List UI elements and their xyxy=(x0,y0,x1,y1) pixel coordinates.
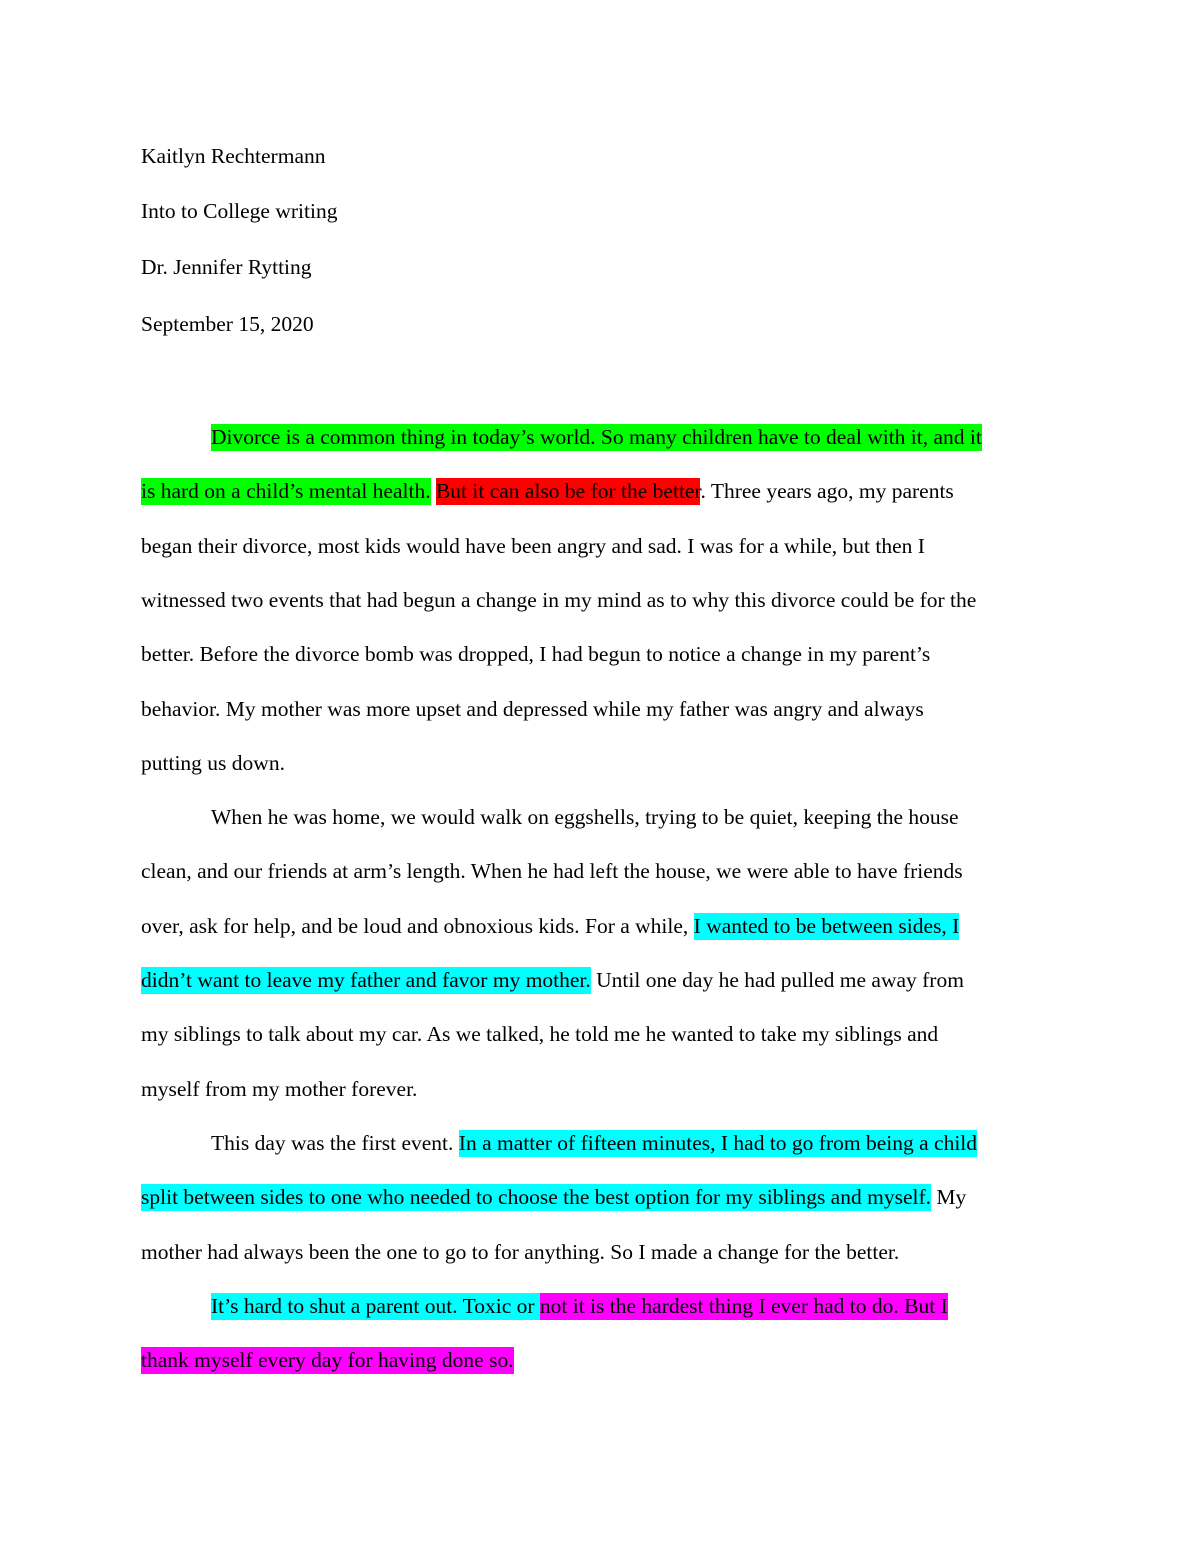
essay-line xyxy=(141,750,285,776)
cyan-highlight-text: split between sides to one who needed to choose the best option for my siblings and myself. xyxy=(141,1185,931,1209)
plain-text: Until one day he had pulled me away from xyxy=(590,968,964,992)
essay-line xyxy=(141,1347,514,1373)
magenta-highlight-text: thank myself every day for having done so. xyxy=(141,1348,514,1372)
essay-line xyxy=(141,533,925,559)
plain-text: putting us down. xyxy=(141,751,285,775)
essay-line xyxy=(141,967,964,993)
plain-text: mother had always been the one to go to for anything. So I made a change for the better. xyxy=(141,1240,900,1264)
essay-line xyxy=(211,804,959,830)
essay-line xyxy=(141,913,959,939)
essay-line xyxy=(141,1184,966,1210)
plain-text: began their divorce, most kids would have been angry and sad. I was for a while, but then I xyxy=(141,534,925,558)
cyan-highlight-text: It’s hard to shut a parent out. Toxic or xyxy=(211,1294,540,1318)
green-highlight-text: Divorce is a common thing in today’s world. So many children have to deal with it, and it xyxy=(211,425,982,449)
plain-text: . Three years ago, my parents xyxy=(700,479,954,503)
instructor-name: Dr. Jennifer Rytting xyxy=(141,255,312,279)
essay-date: September 15, 2020 xyxy=(141,312,314,336)
essay-line xyxy=(141,1076,417,1102)
author-name: Kaitlyn Rechtermann xyxy=(141,144,326,168)
essay-line xyxy=(211,1293,948,1319)
essay-line xyxy=(141,641,930,667)
green-highlight-text: is hard on a child’s mental health. xyxy=(141,479,431,503)
essay-line xyxy=(211,1130,977,1156)
plain-text: My xyxy=(931,1185,967,1209)
plain-text: When he was home, we would walk on eggshells, trying to be quiet, keeping the house xyxy=(211,805,959,829)
plain-text: better. Before the divorce bomb was dropped, I had begun to notice a change in my parent’s xyxy=(141,642,931,666)
essay-line xyxy=(141,696,924,722)
plain-text: clean, and our friends at arm’s length. When he had left the house, we were able to have friends xyxy=(141,859,963,883)
red-highlight-text: But it can also be for the better xyxy=(435,479,701,503)
essay-line xyxy=(141,1239,899,1265)
plain-text: This day was the first event. xyxy=(211,1131,459,1155)
cyan-highlight-text: In a matter of fifteen minutes, I had to go from being a child xyxy=(458,1131,978,1155)
plain-text: myself from my mother forever. xyxy=(141,1077,418,1101)
essay-line xyxy=(141,1021,938,1047)
plain-text: behavior. My mother was more upset and depressed while my father was angry and always xyxy=(141,697,924,721)
plain-text: witnessed two events that had begun a change in my mind as to why this divorce could be for the xyxy=(141,588,977,612)
essay-line xyxy=(211,424,982,450)
course-name: Into to College writing xyxy=(141,199,338,223)
cyan-highlight-text: I wanted to be between sides, I xyxy=(693,914,960,938)
essay-line xyxy=(141,478,954,504)
plain-text: over, ask for help, and be loud and obnoxious kids. For a while, xyxy=(141,914,694,938)
cyan-highlight-text: didn’t want to leave my father and favor my mother. xyxy=(141,968,591,992)
magenta-highlight-text: not it is the hardest thing I ever had to do. But I xyxy=(539,1294,948,1318)
essay-line xyxy=(141,587,976,613)
essay-line xyxy=(141,858,963,884)
plain-text: my siblings to talk about my car. As we talked, he told me he wanted to take my siblings and xyxy=(141,1022,939,1046)
